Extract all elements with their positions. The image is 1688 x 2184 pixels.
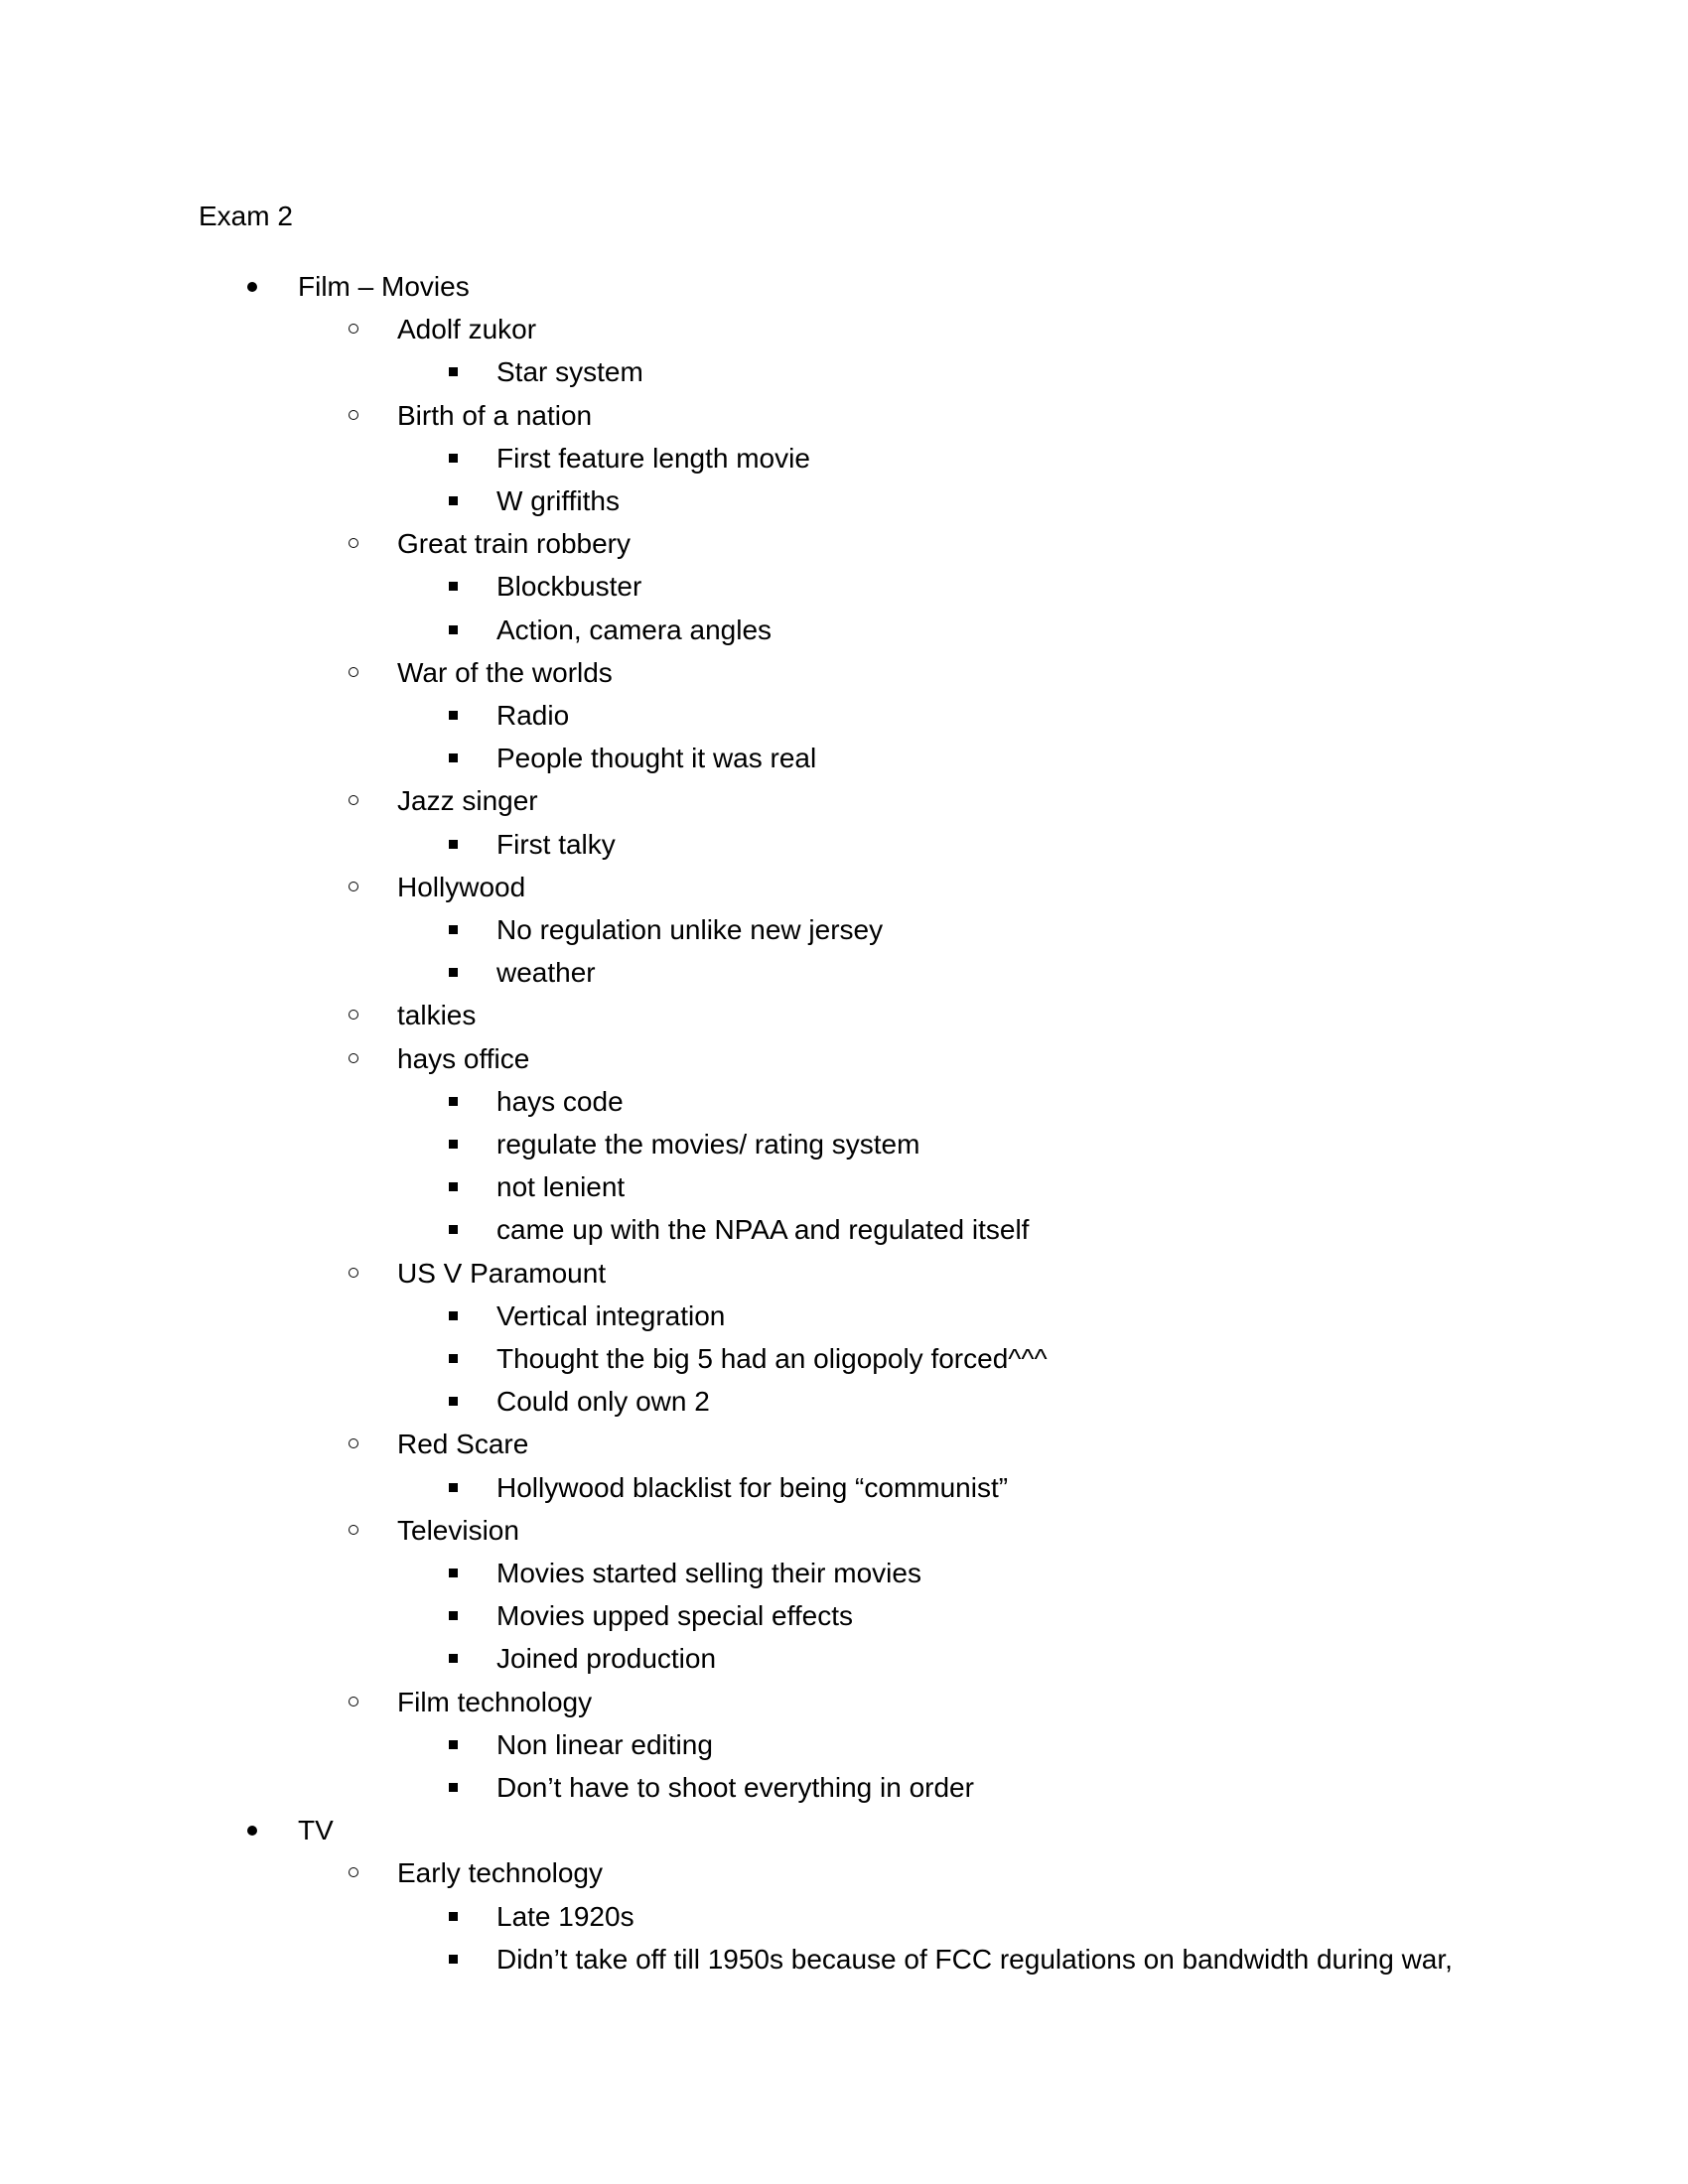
square-bullet-icon xyxy=(449,1783,458,1792)
outline-item-text: US V Paramount xyxy=(397,1257,607,1289)
outline-item-level-2 xyxy=(0,1424,1688,1465)
outline-item-level-3 xyxy=(0,610,1688,651)
outline-item-text: Star system xyxy=(496,356,643,388)
outline-item-text: came up with the NPAA and regulated itself xyxy=(496,1214,1030,1246)
outline-item-level-1 xyxy=(0,1810,1688,1851)
outline-item-text: Red Scare xyxy=(397,1429,529,1460)
square-bullet-icon xyxy=(449,1912,458,1921)
outline-item-level-3 xyxy=(0,1767,1688,1809)
filled-circle-bullet-icon xyxy=(247,1826,257,1836)
outline-item-text: hays office xyxy=(397,1042,530,1074)
outline-item-text: Didn’t take off till 1950s because of FCC regulations on bandwidth during war, xyxy=(496,1943,1453,1975)
outline-item-text: Could only own 2 xyxy=(496,1386,710,1418)
outline-item-text: Thought the big 5 had an oligopoly forced^^^ xyxy=(496,1343,1048,1374)
outline-item-text: First feature length movie xyxy=(496,442,810,474)
hollow-circle-bullet-icon xyxy=(349,667,358,677)
outline-item-text: War of the worlds xyxy=(397,656,613,688)
square-bullet-icon xyxy=(449,925,458,934)
hollow-circle-bullet-icon xyxy=(349,538,358,548)
outline-item-level-2 xyxy=(0,1253,1688,1295)
outline-item-text: Joined production xyxy=(496,1643,717,1675)
square-bullet-icon xyxy=(449,1225,458,1234)
outline-item-level-3 xyxy=(0,438,1688,479)
square-bullet-icon xyxy=(449,1740,458,1749)
outline-item-level-3 xyxy=(0,1467,1688,1509)
outline-item-text: not lenient xyxy=(496,1171,626,1203)
outline-item-level-2 xyxy=(0,309,1688,350)
outline-item-text: First talky xyxy=(496,828,616,860)
outline-item-text: Non linear editing xyxy=(496,1728,713,1760)
hollow-circle-bullet-icon xyxy=(349,1525,358,1535)
hollow-circle-bullet-icon xyxy=(349,882,358,891)
outline-item-text: weather xyxy=(496,957,596,989)
outline-item-text: hays code xyxy=(496,1085,624,1117)
square-bullet-icon xyxy=(449,454,458,463)
outline-item-text: Film technology xyxy=(397,1686,593,1717)
outline-item-level-2 xyxy=(0,995,1688,1036)
outline-item-level-2 xyxy=(0,1510,1688,1552)
filled-circle-bullet-icon xyxy=(247,282,257,292)
outline-item-text: Don’t have to shoot everything in order xyxy=(496,1772,974,1803)
square-bullet-icon xyxy=(449,840,458,849)
hollow-circle-bullet-icon xyxy=(349,410,358,420)
outline-item-text: Movies upped special effects xyxy=(496,1600,854,1632)
outline-item-level-3 xyxy=(0,1338,1688,1380)
outline-item-level-3 xyxy=(0,1124,1688,1165)
outline-item-level-2 xyxy=(0,867,1688,908)
outline-item-level-2 xyxy=(0,395,1688,437)
outline-item-level-2 xyxy=(0,1038,1688,1080)
square-bullet-icon xyxy=(449,1397,458,1406)
outline-item-text: People thought it was real xyxy=(496,743,817,774)
hollow-circle-bullet-icon xyxy=(349,1867,358,1877)
outline-item-level-3 xyxy=(0,566,1688,608)
outline-item-level-3 xyxy=(0,1553,1688,1594)
outline-item-text: Birth of a nation xyxy=(397,399,593,431)
hollow-circle-bullet-icon xyxy=(349,1438,358,1448)
document-title: Exam 2 xyxy=(199,201,293,231)
outline-item-level-3 xyxy=(0,351,1688,393)
square-bullet-icon xyxy=(449,625,458,634)
hollow-circle-bullet-icon xyxy=(349,1010,358,1020)
outline-item-text: Film – Movies xyxy=(298,271,470,302)
square-bullet-icon xyxy=(449,496,458,505)
square-bullet-icon xyxy=(449,1955,458,1964)
outline-item-level-3 xyxy=(0,1896,1688,1938)
square-bullet-icon xyxy=(449,1611,458,1620)
square-bullet-icon xyxy=(449,1569,458,1577)
outline-item-text: Hollywood xyxy=(397,871,526,902)
outline-item-level-3 xyxy=(0,1381,1688,1423)
square-bullet-icon xyxy=(449,1140,458,1149)
outline-item-level-1 xyxy=(0,266,1688,308)
hollow-circle-bullet-icon xyxy=(349,1697,358,1706)
square-bullet-icon xyxy=(449,1182,458,1191)
outline-item-text: Jazz singer xyxy=(397,785,538,817)
outline-item-level-3 xyxy=(0,1081,1688,1123)
outline-item-level-3 xyxy=(0,1595,1688,1637)
outline-item-text: Movies started selling their movies xyxy=(496,1558,921,1588)
outline-item-level-3 xyxy=(0,909,1688,951)
outline-item-text: W griffiths xyxy=(496,485,620,516)
outline-item-level-2 xyxy=(0,780,1688,822)
square-bullet-icon xyxy=(449,753,458,762)
square-bullet-icon xyxy=(449,968,458,977)
outline-item-text: Hollywood blacklist for being “communist” xyxy=(496,1471,1009,1503)
outline-item-text: No regulation unlike new jersey xyxy=(496,914,884,945)
square-bullet-icon xyxy=(449,711,458,720)
outline-item-text: Late 1920s xyxy=(496,1900,634,1932)
outline-item-level-3 xyxy=(0,1724,1688,1766)
hollow-circle-bullet-icon xyxy=(349,324,358,334)
outline-item-level-3 xyxy=(0,1638,1688,1680)
square-bullet-icon xyxy=(449,1483,458,1492)
outline-item-level-3 xyxy=(0,1939,1688,1980)
outline-item-text: Blockbuster xyxy=(496,571,642,603)
outline-item-level-3 xyxy=(0,738,1688,779)
outline-item-text: Great train robbery xyxy=(397,528,631,560)
outline-item-level-2 xyxy=(0,1852,1688,1894)
outline-item-level-3 xyxy=(0,1166,1688,1208)
outline-item-text: talkies xyxy=(397,1000,477,1031)
outline-item-text: Action, camera angles xyxy=(496,614,773,645)
outline-item-level-3 xyxy=(0,1209,1688,1251)
outline-item-text: Adolf zukor xyxy=(397,314,537,345)
outline-item-text: Early technology xyxy=(397,1857,604,1889)
hollow-circle-bullet-icon xyxy=(349,1268,358,1278)
outline-item-text: Vertical integration xyxy=(496,1299,726,1331)
outline-item-text: TV xyxy=(298,1815,334,1846)
outline-item-text: Television xyxy=(397,1514,519,1546)
outline-item-level-3 xyxy=(0,952,1688,994)
square-bullet-icon xyxy=(449,1354,458,1363)
hollow-circle-bullet-icon xyxy=(349,1053,358,1063)
outline-item-level-3 xyxy=(0,480,1688,522)
outline-item-text: Radio xyxy=(496,700,570,731)
square-bullet-icon xyxy=(449,367,458,376)
square-bullet-icon xyxy=(449,1654,458,1663)
outline-item-level-2 xyxy=(0,523,1688,565)
outline-item-level-3 xyxy=(0,695,1688,737)
outline-item-text: regulate the movies/ rating system xyxy=(496,1129,920,1160)
square-bullet-icon xyxy=(449,582,458,591)
outline-item-level-2 xyxy=(0,1682,1688,1723)
outline-item-level-3 xyxy=(0,824,1688,866)
square-bullet-icon xyxy=(449,1097,458,1106)
hollow-circle-bullet-icon xyxy=(349,795,358,805)
outline-item-level-3 xyxy=(0,1296,1688,1337)
square-bullet-icon xyxy=(449,1311,458,1320)
outline-item-level-2 xyxy=(0,652,1688,694)
